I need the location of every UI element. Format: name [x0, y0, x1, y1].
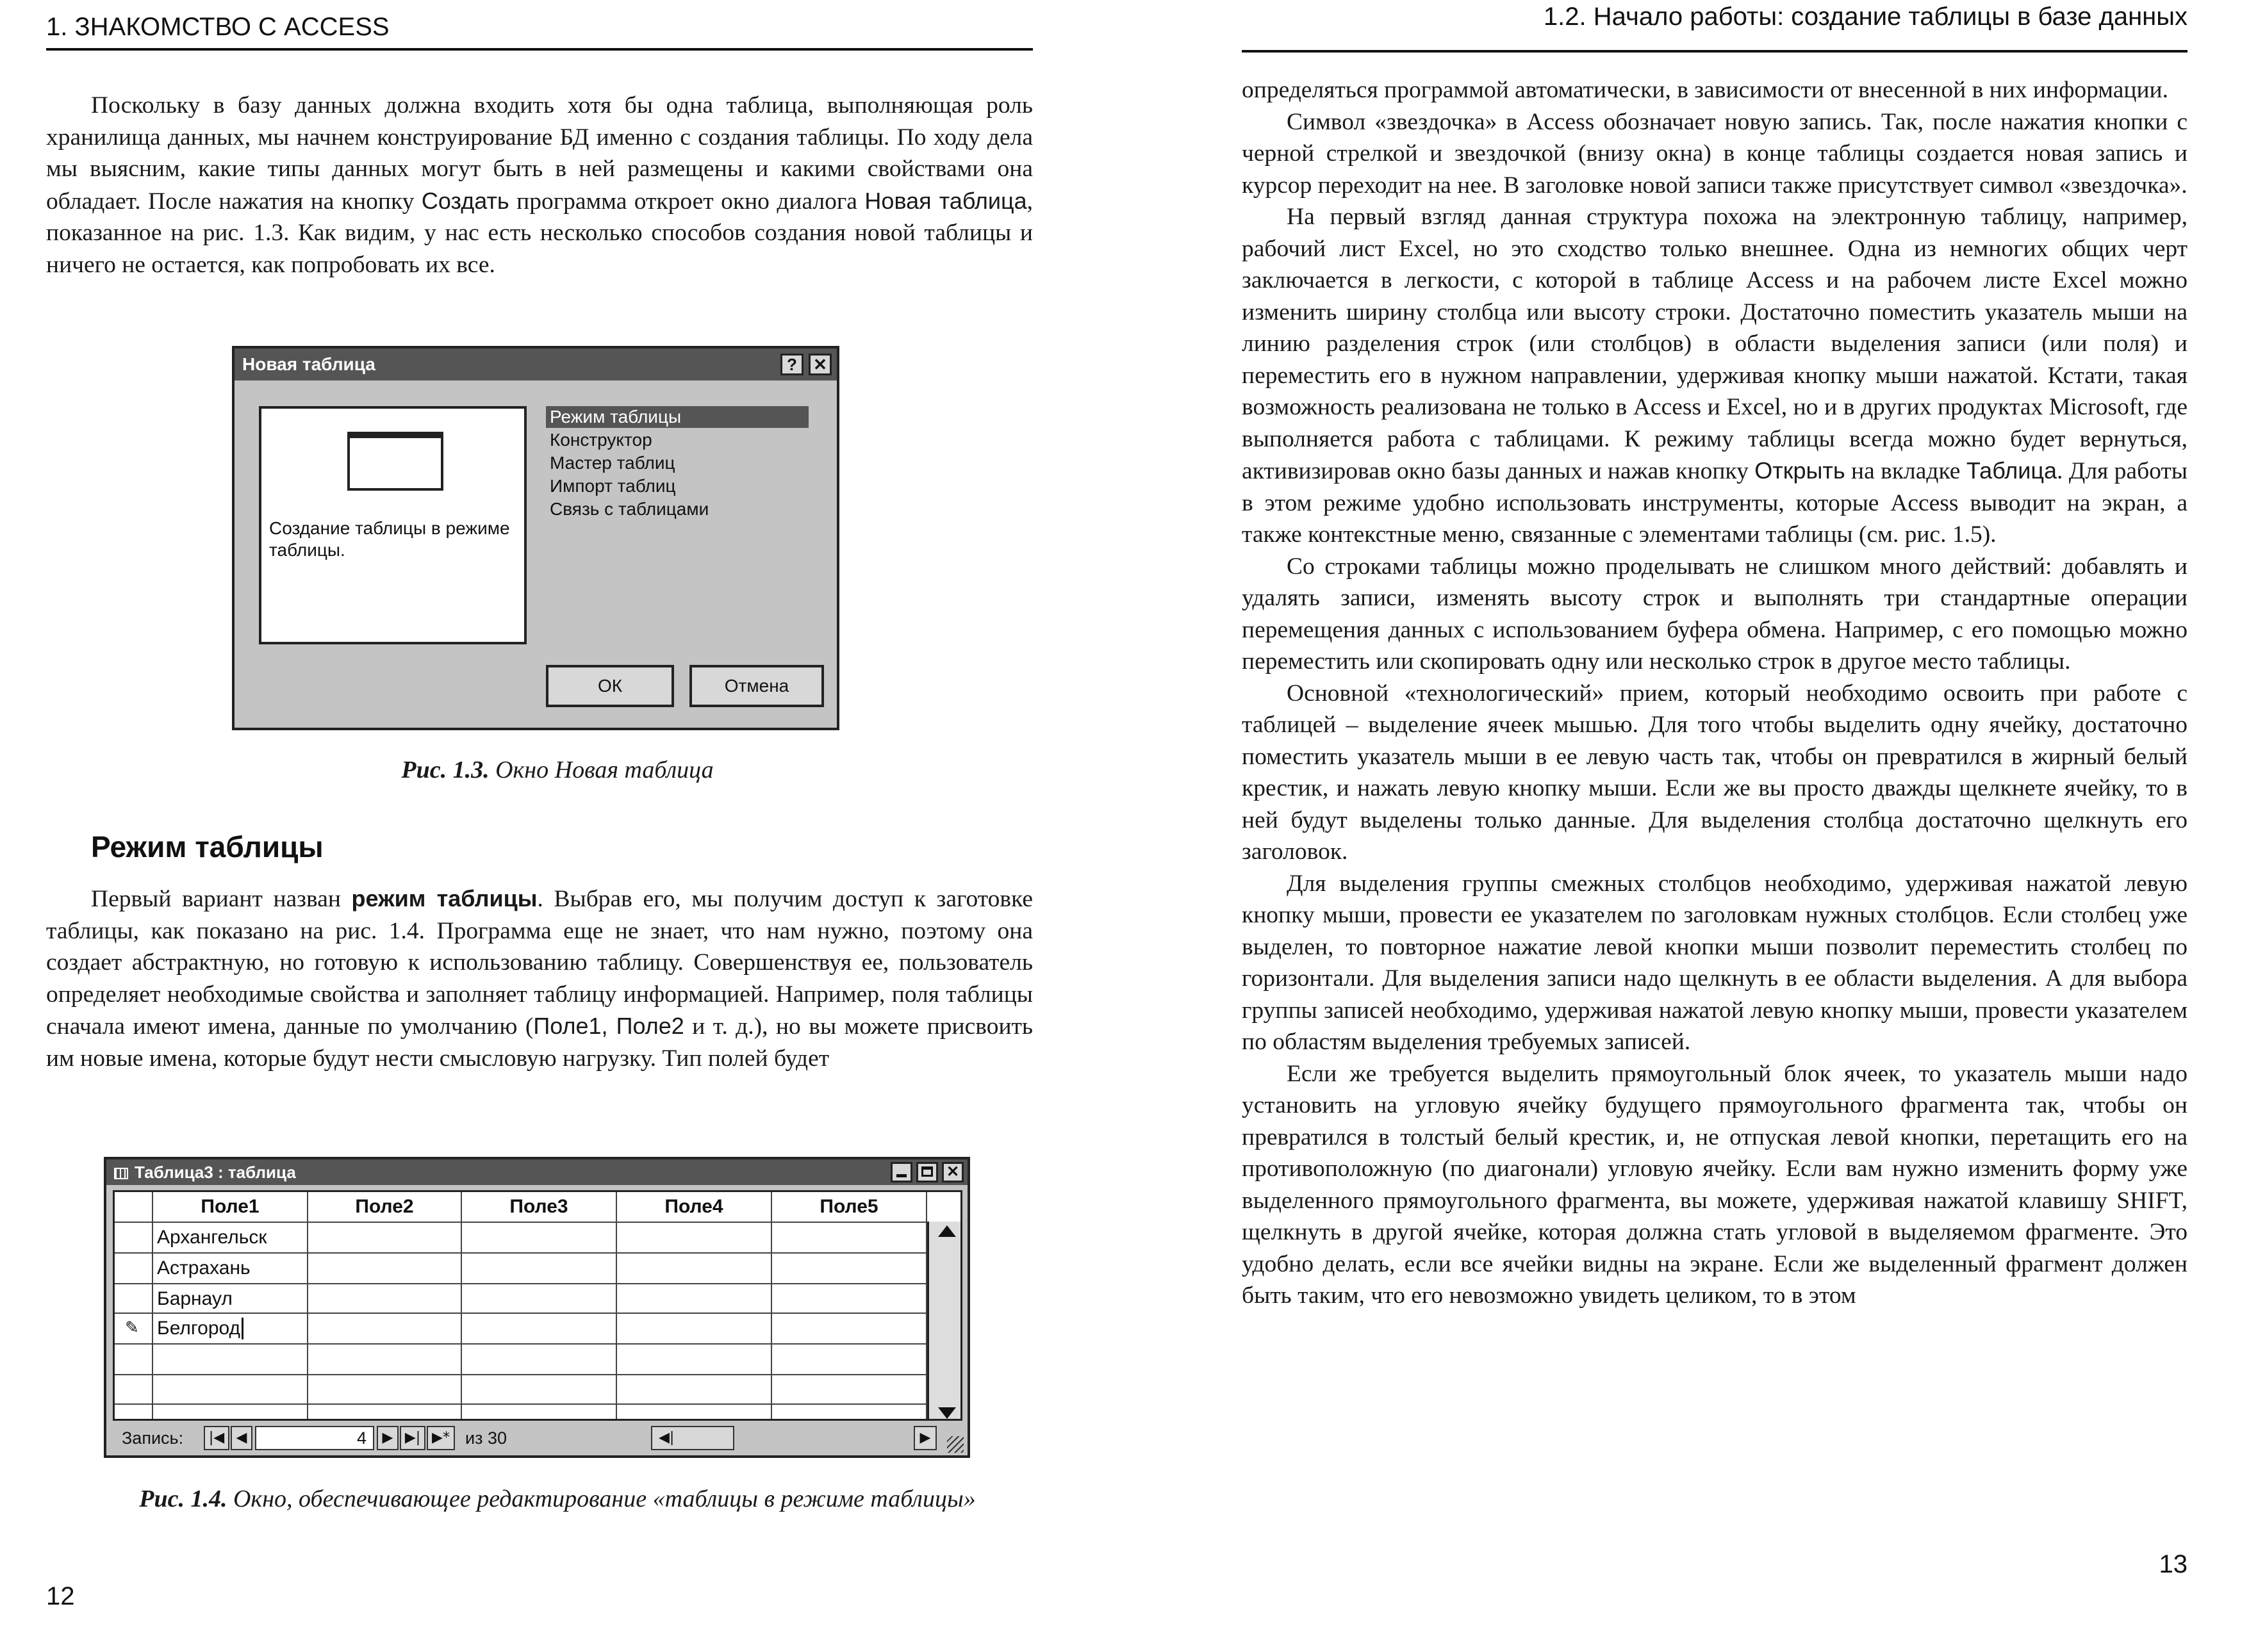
text-run: . Выбрав его, мы получим доступ к заготовке таблицы, как показано на рис. 1.4. Программа еще не знает, что нам нужно, поэтому она создает абстрактную, но готовую к использованию таблицу. Совершенствуя ее, пользователь определяет необходимые свойства и заполняет таблицу информацией. Например, поля таблицы сначала имеют имена, данные по умолчанию ( [46, 886, 1033, 1040]
mode-description: Создание таблицы в режиме таблицы. [269, 518, 510, 560]
running-head-right: 1.2. Начало работы: создание таблицы в базе данных [1543, 3, 2188, 31]
scroll-right-icon[interactable]: ▶ [914, 1426, 937, 1450]
table-cell-editing[interactable]: Белгород [157, 1318, 243, 1339]
datasheet-title: Таблица3 : таблица [135, 1163, 296, 1182]
option-import-tables[interactable]: Импорт таблиц [550, 476, 676, 496]
record-label: Запись: [122, 1428, 184, 1448]
column-header[interactable]: Поле4 [664, 1196, 723, 1217]
new-record-icon[interactable]: ▶* [427, 1426, 455, 1450]
dialog-title: Новая таблица [242, 354, 375, 374]
minimize-icon[interactable] [891, 1162, 912, 1182]
table-cell[interactable]: Барнаул [157, 1288, 233, 1309]
table-cell[interactable]: Астрахань [157, 1257, 251, 1279]
close-button[interactable]: ✕ [809, 354, 832, 375]
right-page-text [1242, 74, 2188, 1312]
record-total: из 30 [465, 1428, 507, 1448]
term-open-button: Открыть [1754, 457, 1845, 484]
preview-panel [259, 406, 527, 644]
help-button[interactable]: ? [780, 354, 803, 375]
option-link-tables[interactable]: Связь с таблицами [550, 499, 709, 519]
term-new-table: Новая таблица [864, 187, 1027, 214]
option-table-wizard[interactable]: Мастер таблиц [550, 453, 675, 473]
page-number-right: 13 [2159, 1550, 2188, 1578]
paragraph: Символ «звездочка» в Access обозначает новую запись. Так, после нажатия кнопки с черной стрелкой и звездочкой (внизу окна) в конце таблицы создается новая запись и курсор переходит на нее. В заголовке новой записи также присутствует символ «звездочка». [1242, 108, 2188, 199]
column-header[interactable]: Поле5 [820, 1196, 878, 1217]
caption-number: Рис. 1.3. [401, 756, 490, 783]
next-record-icon[interactable]: ▶ [377, 1426, 399, 1450]
page-number-left: 12 [46, 1582, 75, 1610]
dialog-title-bar [235, 348, 837, 380]
vertical-scrollbar[interactable] [927, 1222, 962, 1421]
paragraph: Для выделения группы смежных столбцов необходимо, удерживая нажатой левую кнопку мыши, провести ее указателем по заголовкам нужных столбцов. Если столбец уже выделен, то повторное нажатие левой кнопки мыши позволит переместить столбец по горизонтали. Для выделения записи надо щелкнуть в ее области выделения. А для выбора группы записей необходимо, удерживая нажатой левую кнопку мыши, провести указателем по областям выделения требуемых записей. [1242, 870, 2188, 1055]
options-list [542, 406, 818, 598]
table-icon [114, 1168, 128, 1179]
last-record-icon[interactable]: ▶| [400, 1426, 425, 1450]
text-run: , показанное на рис. 1.3. Как видим, у нас есть несколько способов создания новой таблицы и ничего не остается, как попробовать их все. [46, 188, 1033, 278]
maximize-icon[interactable] [916, 1162, 938, 1182]
datasheet-grid [113, 1190, 962, 1421]
paragraph [46, 883, 1033, 1074]
caption-number: Рис. 1.4. [139, 1485, 227, 1512]
figure-caption-1-3 [0, 756, 1115, 784]
paragraph [46, 90, 1033, 281]
record-number-input[interactable]: 4 [255, 1426, 374, 1450]
paragraph: Основной «технологический» прием, который необходимо освоить при работе с таблицей – выделение ячеек мышью. Для того чтобы выделить одну ячейку, достаточно поместить указатель мыши в ее левую часть так, чтобы он превратился в жирный белый крестик, и нажать левую кнопку мыши. Если же вы просто дважды щелкнете ячейку, то в ней будут выделены только данные. Для выделения столбца достаточно щелкнуть его заголовок. [1242, 680, 2188, 865]
option-designer[interactable]: Конструктор [550, 430, 652, 450]
scroll-up-icon[interactable] [938, 1225, 956, 1237]
first-record-icon[interactable]: |◀ [204, 1426, 229, 1450]
text-run: программа откроет окно диалога [509, 188, 865, 215]
text-run: на вкладке [1845, 458, 1966, 484]
paragraph [1242, 201, 2188, 551]
text-run: и т. д.), но вы можете присвоить им новые имена, которые будут нести смысловую нагрузку. Тип полей будет [46, 1013, 1034, 1072]
new-table-dialog [232, 346, 839, 730]
figure-caption-1-4 [0, 1485, 1115, 1513]
intro-paragraph [46, 90, 1033, 281]
term-field-names: Поле1, Поле2 [533, 1013, 684, 1039]
column-header[interactable]: Поле1 [201, 1196, 260, 1217]
pencil-icon: ✎ [125, 1318, 139, 1337]
table-preview-icon [347, 432, 443, 491]
resize-grip-icon[interactable] [947, 1436, 964, 1453]
text-run: Поскольку в базу данных должна входить хотя бы одна таблица, выполняющая роль хранилища данных, мы начнем конструирование БД именно с создания таблицы. По ходу дела мы выясним, какие типы данных могут быть в ней размещены и какими свойствами она обладает. После нажатия на кнопку [46, 92, 1033, 215]
horizontal-scrollbar[interactable]: ◀| [651, 1426, 734, 1450]
text-run: Первый вариант назван [91, 886, 352, 912]
ok-button[interactable]: ОК [546, 665, 674, 707]
section-title: Режим таблицы [91, 830, 324, 863]
paragraph: Если же требуется выделить прямоугольный блок ячеек, то указатель мыши надо установить на угловую ячейку будущего прямоугольного фрагмента так, чтобы он превратился в толстый белый крестик, и, не отпуская левой кнопки, перетащить его на противоположную (по диагонали) угловую ячейку. Если вам нужно изменить форму уже выделенного прямоугольного фрагмента, вы можете, удерживая нажатой клавишу SHIFT, щелкнуть в другой ячейке, которая должна стать угловой в выделяемом фрагменте. Это удобно делать, если все ячейки видны на экране. Если же выделенный фрагмент должен быть таким, что его невозможно увидеть целиком, то в этом [1242, 1060, 2188, 1309]
text-run: На первый взгляд данная структура похожа на электронную таблицу, например, рабочий лист Excel, но это сходство только внешнее. Одна из немногих общих черт заключается в легкости, с которой в таблице Access и на рабочем листе Excel можно изменить ширину столбца или высоту строки. Достаточно поместить указатель мыши на линию разделения строк (или столбцов) в области выделения записи (или поля) и переместить его в нужном направлении, удерживая кнопку мыши нажатой. Кстати, такая возможность реализована не только в Access и Excel, но и в других продуктах Microsoft, где выполняется работа с таблицами. К режиму таблицы всегда можно будет вернуться, активизировав окно базы данных и нажав кнопку [1242, 204, 2188, 484]
caption-text: Окно, обеспечивающее редактирование «таблицы в режиме таблицы» [233, 1485, 976, 1512]
cancel-button[interactable]: Отмена [689, 665, 824, 707]
column-header[interactable]: Поле2 [355, 1196, 414, 1217]
paragraph: Со строками таблицы можно проделывать не слишком много действий: добавлять и удалять записи, изменять высоту строк и выполнять три стандартные операции перемещения данных с использованием буфера обмена. Например, с его помощью можно переместить или скопировать одну или несколько строк в другое место таблицы. [1242, 553, 2188, 675]
caption-text: Окно Новая таблица [495, 756, 714, 783]
datasheet-window [104, 1157, 970, 1458]
text-run: . Для работы в этом режиме удобно использовать инструменты, которые Access выводит на экран, а также контекстные меню, связанные с элементами таблицы (см. рис. 1.5). [1242, 458, 2188, 548]
prev-record-icon[interactable]: ◀ [231, 1426, 252, 1450]
right-page [1129, 0, 2258, 1652]
datasheet-title-bar [106, 1159, 968, 1185]
term-datasheet-mode: режим таблицы [351, 885, 538, 912]
header-rule-left [46, 48, 1033, 51]
column-header[interactable]: Поле3 [509, 1196, 568, 1217]
option-datasheet-mode[interactable]: Режим таблицы [546, 406, 809, 428]
term-table-tab: Таблица [1966, 457, 2057, 484]
running-head-left: 1. ЗНАКОМСТВО С ACCESS [46, 13, 390, 41]
datasheet-paragraph [46, 883, 1033, 1074]
close-icon[interactable]: ✕ [942, 1162, 964, 1182]
header-rule-right [1242, 50, 2188, 53]
term-create-button: Создать [421, 187, 509, 214]
table-cell[interactable]: Архангельск [157, 1227, 267, 1248]
paragraph: определяться программой автоматически, в зависимости от внесенной в них информации. [1242, 77, 2169, 103]
scroll-down-icon[interactable] [938, 1407, 956, 1419]
